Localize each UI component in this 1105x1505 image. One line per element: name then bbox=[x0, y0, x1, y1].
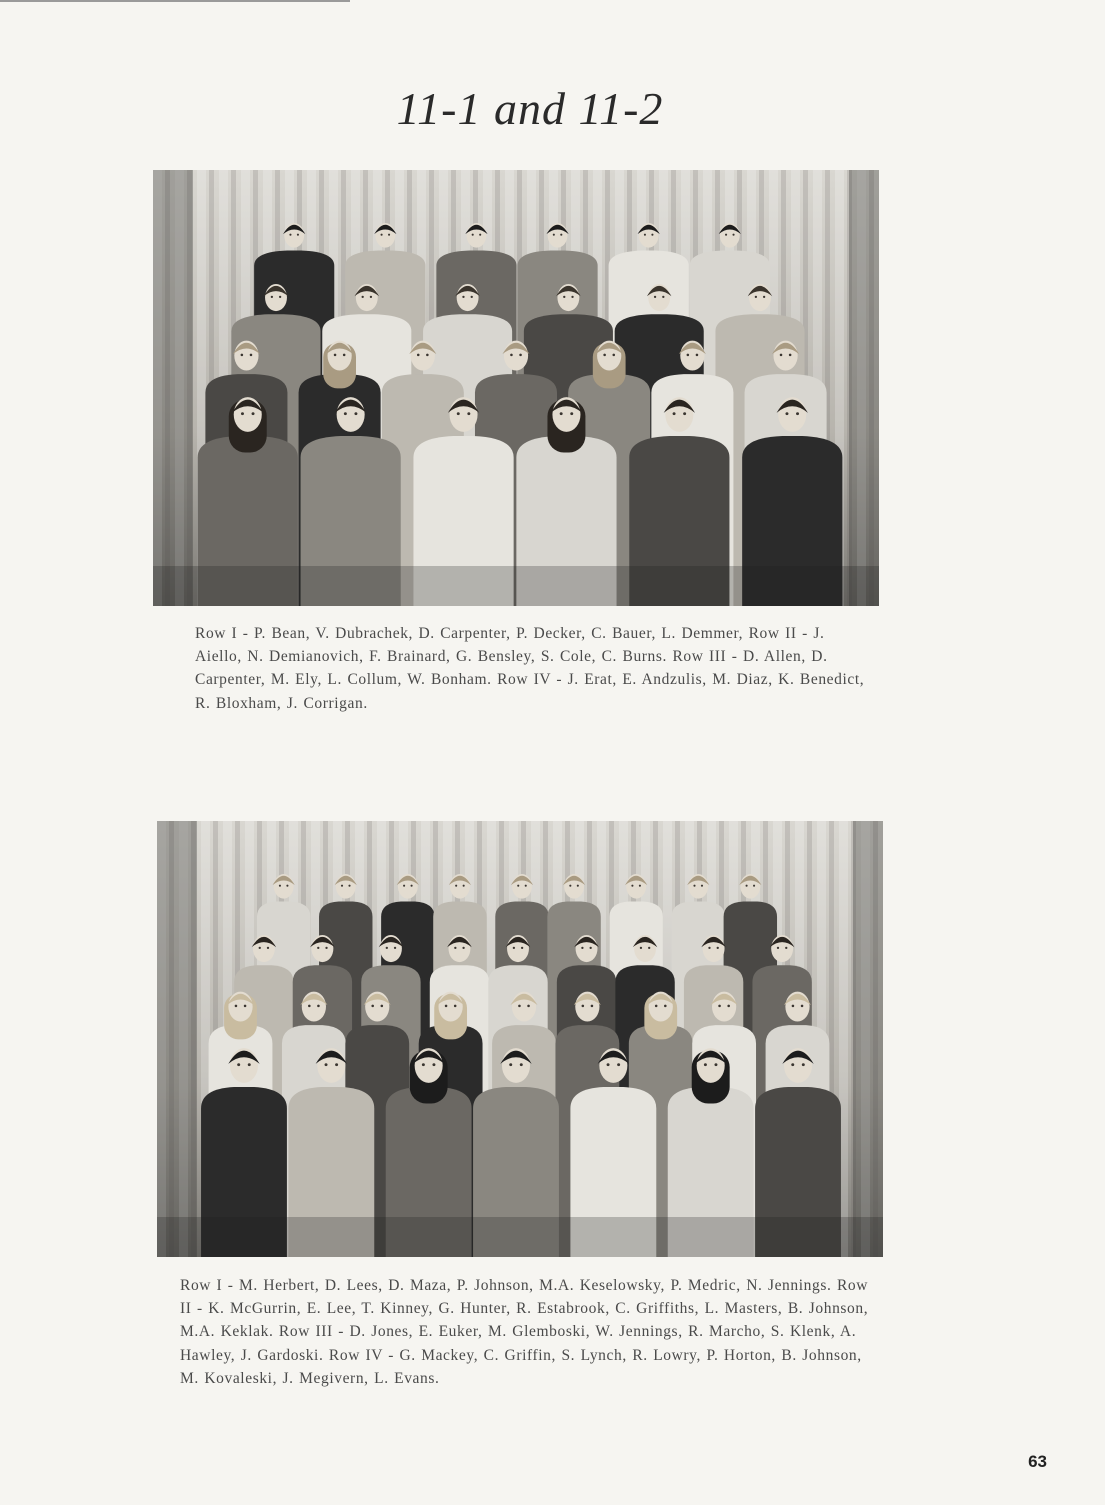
class-photo-11-1 bbox=[153, 170, 879, 606]
class-photo-11-2 bbox=[157, 821, 883, 1257]
page-number: 63 bbox=[1028, 1452, 1047, 1471]
class-photo-11-2-caption: Row I - M. Herbert, D. Lees, D. Maza, P. Johnson, M.A. Keselowsky, P. Medric, N. Jennings. Row II - K. McGurrin, E. Lee, T. Kinney, G. Hunter, R. Estabrook, C. Griffiths, L. Masters, B. Johnson, M.A. Keklak. Row III - D. Jones, E. Euker, M. Glemboski, W. Jennings, R. Marcho, S. Klenk, A. Hawley, J. Gardoski. Row IV - G. Mackey, C. Griffin, S. Lynch, R. Lowry, P. Horton, B. Johnson, M. Kovaleski, J. Megivern, L. Evans. bbox=[180, 1277, 869, 1387]
class-photo-11-1-image bbox=[153, 170, 879, 606]
page-title: 11-1 and 11-2 bbox=[396, 83, 664, 134]
top-page-rule bbox=[0, 0, 350, 2]
class-photo-11-1-caption: Row I - P. Bean, V. Dubrachek, D. Carpenter, P. Decker, C. Bauer, L. Demmer, Row II - J. Aiello, N. Demianovich, F. Brainard, G. Bensley, S. Cole, C. Burns. Row III - D. Allen, D. Carpenter, M. Ely, L. Collum, W. Bonham. Row IV - J. Erat, E. Andzulis, M. Diaz, K. Benedict, R. Bloxham, J. Corrigan. bbox=[195, 625, 865, 712]
class-photo-11-2-image bbox=[157, 821, 883, 1257]
